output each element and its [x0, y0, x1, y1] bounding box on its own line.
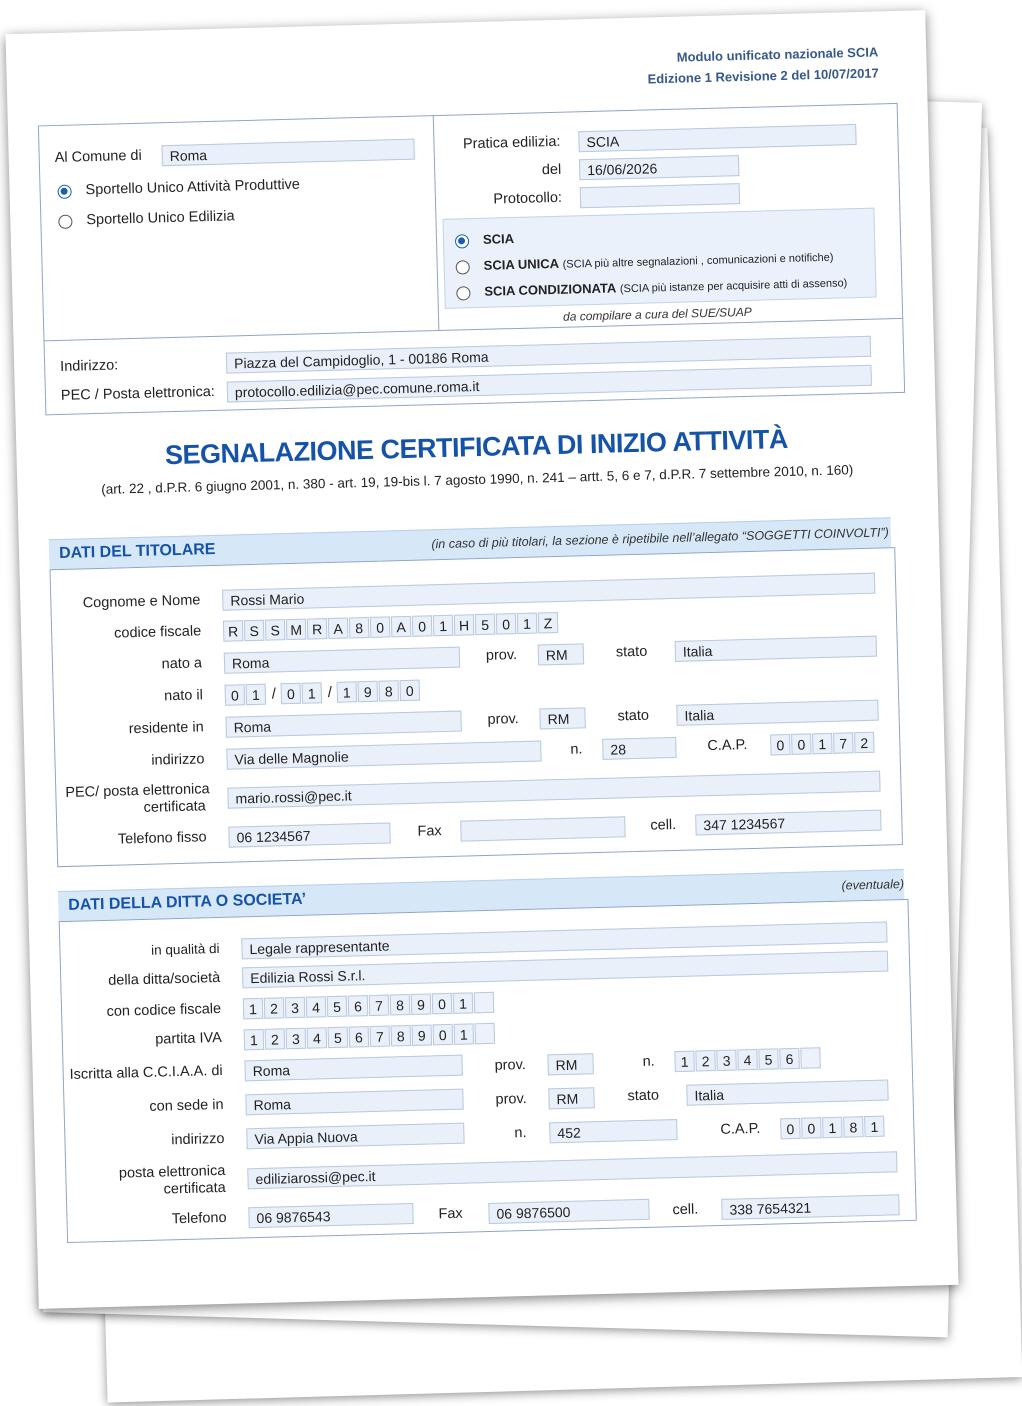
titolare-cap-boxes[interactable]	[770, 732, 876, 756]
titolare-residente-input[interactable]: Roma	[225, 711, 461, 738]
ditta-cf-boxes-char[interactable]: 3	[285, 997, 306, 1019]
titolare-dob-sep-1: /	[271, 685, 277, 703]
titolare-cf-boxes-char[interactable]: 1	[517, 613, 538, 635]
del-input[interactable]: 16/06/2026	[579, 155, 739, 180]
ditta-piva-boxes-char[interactable]: 1	[454, 1023, 475, 1045]
ditta-cf-boxes-char[interactable]: 6	[348, 995, 369, 1017]
titolare-nato-a-input[interactable]: Roma	[224, 647, 460, 674]
ditta-cf-boxes-char[interactable]: 2	[264, 997, 285, 1019]
ditta-sede-label: con sede in	[149, 1096, 224, 1115]
radio-scia-condizionata-title: SCIA CONDIZIONATA	[484, 280, 617, 299]
pec-comune-input[interactable]: protocollo.edilizia@pec.comune.roma.it	[227, 365, 872, 403]
form-page	[5, 10, 958, 1309]
ditta-prov-cciaa-input[interactable]: RM	[547, 1053, 594, 1075]
titolare-cell-label: cell.	[650, 816, 677, 834]
page-subtitle: (art. 22 , d.P.R. 6 giugno 2001, n. 380 - art. 19, 19-bis l. 7 agosto 1990, n. 241 – artt. 5, 6 e 7, d.P.R. 7 settembre 2010, n. 160)	[101, 462, 854, 497]
titolare-cf-boxes-char[interactable]: A	[391, 616, 412, 638]
ditta-fax-input[interactable]: 06 9876500	[488, 1199, 649, 1224]
ditta-piva-boxes-char[interactable]	[475, 1023, 496, 1045]
ditta-cf-boxes-char[interactable]: 8	[390, 994, 411, 1016]
ditta-piva-boxes-char[interactable]: 7	[370, 1026, 391, 1048]
ditta-tel-input[interactable]: 06 9876543	[248, 1203, 413, 1228]
titolare-dob-year-char[interactable]: 0	[400, 680, 421, 702]
comune-label: Al Comune di	[54, 147, 142, 167]
sue-suap-note: da compilare a cura del SUE/SUAP	[562, 304, 752, 324]
titolare-section-title: DATI DEL TITOLARE	[58, 540, 216, 563]
titolare-cap-boxes-char[interactable]: 7	[833, 732, 854, 754]
ditta-cciaa-label: Iscritta alla C.C.I.A.A. di	[69, 1062, 223, 1083]
ditta-cf-boxes-char[interactable]: 0	[432, 993, 453, 1015]
titolare-dob-day-char[interactable]: 1	[246, 684, 267, 706]
titolare-indirizzo-label: indirizzo	[151, 751, 205, 769]
ditta-stato-label: stato	[627, 1087, 660, 1105]
titolare-cf-boxes-char[interactable]: H	[454, 614, 475, 636]
titolare-pec-label-line2: certificata	[143, 798, 206, 816]
ditta-qualita-input[interactable]: Legale rappresentante	[241, 921, 887, 959]
titolare-prov-residenza-input[interactable]: RM	[539, 707, 586, 729]
titolare-residente-label: residente in	[128, 719, 204, 738]
ditta-rea-boxes-char[interactable]: 2	[695, 1050, 716, 1072]
ditta-cf-boxes-char[interactable]: 1	[453, 992, 474, 1014]
titolare-cf-boxes-char[interactable]: R	[307, 618, 328, 640]
ditta-ditta-input[interactable]: Edilizia Rossi S.r.l.	[242, 950, 888, 988]
ditta-cap-boxes-char[interactable]: 8	[843, 1116, 864, 1138]
ditta-indirizzo-label: indirizzo	[171, 1130, 225, 1149]
titolare-n-input[interactable]: 28	[602, 737, 677, 760]
radio-scia-unica-title: SCIA UNICA	[483, 255, 560, 273]
ditta-cf-boxes-char[interactable]: 9	[411, 993, 432, 1015]
module-header	[647, 41, 879, 89]
titolare-indirizzo-input[interactable]: Via delle Magnolie	[226, 740, 541, 769]
ditta-piva-label: partita IVA	[155, 1029, 223, 1048]
titolare-nato-a-label: nato a	[161, 655, 203, 673]
titolare-prov-residenza-label: prov.	[487, 711, 519, 728]
ditta-pec-input[interactable]: ediliziarossi@pec.it	[247, 1151, 897, 1189]
titolare-cf-boxes-char[interactable]: M	[286, 619, 307, 641]
radio-scia-label	[483, 231, 514, 247]
titolare-dob-month-char[interactable]: 1	[302, 682, 323, 704]
titolare-dob-day[interactable]	[225, 684, 268, 706]
ditta-piva-boxes-char[interactable]: 9	[412, 1024, 433, 1046]
ditta-cf-boxes-char[interactable]: 1	[243, 998, 264, 1020]
ditta-n-label: n.	[514, 1125, 527, 1142]
ditta-sede-input[interactable]: Roma	[245, 1089, 463, 1116]
ditta-indirizzo-input[interactable]: Via Appia Nuova	[246, 1123, 464, 1150]
titolare-dob-day-char[interactable]: 0	[225, 684, 246, 706]
ditta-rea-boxes-char[interactable]: 6	[779, 1048, 800, 1070]
titolare-cf-boxes-char[interactable]: 0	[412, 615, 433, 637]
pratica-input[interactable]: SCIA	[578, 124, 856, 152]
ditta-rea-label: n.	[642, 1053, 655, 1070]
ditta-cf-boxes-char[interactable]: 5	[327, 996, 348, 1018]
ditta-cf-boxes-char[interactable]	[474, 992, 495, 1014]
ditta-rea-boxes-char[interactable]: 3	[716, 1049, 737, 1071]
radio-scia-unica-note: (SCIA più altre segnalazioni , comunicazioni e notifiche)	[562, 251, 834, 271]
titolare-stato-residenza-label: stato	[617, 707, 650, 725]
titolare-section-note: (in caso di più titolari, la sezione è ripetibile nell’allegato “SOGGETTI COINVOLTI”)	[431, 525, 889, 552]
titolare-fax-label: Fax	[417, 823, 442, 840]
ditta-prov-sede-input[interactable]: RM	[548, 1087, 595, 1109]
ditta-piva-boxes-char[interactable]: 2	[265, 1028, 286, 1050]
del-label: del	[541, 161, 562, 179]
ditta-piva-boxes-char[interactable]: 3	[286, 1028, 307, 1050]
titolare-cf-boxes-char[interactable]: 5	[475, 614, 496, 636]
ditta-cap-label: C.A.P.	[720, 1120, 761, 1138]
ditta-pec-label-line2: certificata	[163, 1179, 226, 1198]
ditta-section-title: DATI DELLA DITTA O SOCIETA’	[68, 890, 307, 914]
ditta-stato-input[interactable]: Italia	[686, 1080, 888, 1106]
titolare-cf-boxes-char[interactable]: A	[328, 617, 349, 639]
indirizzo-comune-input[interactable]: Piazza del Campidoglio, 1 - 00186 Roma	[226, 336, 871, 374]
ditta-rea-boxes-char[interactable]: 5	[758, 1048, 779, 1070]
titolare-cf-boxes-char[interactable]: R	[223, 620, 244, 642]
pec-comune-label: PEC / Posta elettronica:	[60, 383, 216, 404]
ditta-prov-sede-label: prov.	[495, 1090, 527, 1108]
module-header-line1: Modulo unificato nazionale SCIA	[676, 44, 879, 65]
ditta-tel-label: Telefono	[171, 1209, 227, 1228]
ditta-cap-boxes-char[interactable]: 0	[801, 1117, 822, 1139]
titolare-dob-month-char[interactable]: 0	[281, 683, 302, 705]
ditta-cap-boxes-char[interactable]: 1	[864, 1116, 885, 1138]
titolare-nome-input[interactable]: Rossi Mario	[222, 573, 875, 611]
titolare-tel-input[interactable]: 06 1234567	[228, 822, 390, 847]
titolare-fax-input[interactable]	[460, 816, 625, 841]
ditta-cf-label: con codice fiscale	[106, 1000, 222, 1020]
protocollo-input[interactable]	[580, 183, 740, 208]
radio-suap-label: Sportello Unico Attività Produttive	[85, 176, 301, 199]
ditta-rea-boxes[interactable]	[674, 1047, 821, 1072]
protocollo-label: Protocollo:	[493, 189, 563, 208]
titolare-pec-label-line1: PEC/ posta elettronica	[65, 781, 210, 801]
titolare-dob-sep-2: /	[327, 683, 333, 702]
ditta-piva-boxes-char[interactable]: 1	[244, 1029, 265, 1051]
pratica-label: Pratica edilizia:	[462, 133, 561, 153]
ditta-piva-boxes-char[interactable]: 8	[391, 1025, 412, 1047]
titolare-dob-year-char[interactable]: 1	[337, 681, 358, 703]
ditta-piva-boxes-char[interactable]: 6	[349, 1026, 370, 1048]
page-title: SEGNALAZIONE CERTIFICATA DI INIZIO ATTIVITÀ	[164, 423, 789, 471]
titolare-stato-nascita-label: stato	[615, 643, 648, 661]
titolare-cf-boxes-char[interactable]: S	[265, 619, 286, 641]
ditta-cciaa-input[interactable]: Roma	[244, 1055, 462, 1082]
titolare-cap-boxes-char[interactable]: 0	[791, 733, 812, 755]
ditta-rea-boxes-char[interactable]: 1	[674, 1051, 695, 1073]
titolare-nato-il-label: nato il	[163, 687, 204, 705]
titolare-dob-month[interactable]	[281, 682, 324, 704]
ditta-section-note: (eventuale)	[841, 877, 905, 893]
titolare-cap-boxes-char[interactable]: 2	[854, 732, 875, 754]
ditta-cap-boxes-char[interactable]: 0	[780, 1118, 801, 1140]
ditta-n-input[interactable]: 452	[549, 1119, 678, 1143]
titolare-prov-nascita-input[interactable]: RM	[538, 643, 585, 665]
ditta-rea-boxes-char[interactable]: 4	[737, 1049, 758, 1071]
titolare-cf-boxes-char[interactable]: S	[244, 620, 265, 642]
titolare-prov-nascita-label: prov.	[485, 647, 518, 664]
titolare-pec-input[interactable]: mario.rossi@pec.it	[227, 771, 880, 809]
titolare-cf-boxes-char[interactable]: 0	[370, 616, 391, 638]
module-header-line2: Edizione 1 Revisione 2 del 10/07/2017	[647, 65, 879, 87]
titolare-tel-label: Telefono fisso	[117, 829, 207, 848]
ditta-prov-cciaa-label: prov.	[494, 1056, 527, 1074]
ditta-cap-boxes[interactable]	[780, 1116, 886, 1140]
ditta-cap-boxes-char[interactable]: 1	[822, 1117, 843, 1139]
titolare-dob-year-char[interactable]: 9	[358, 681, 379, 703]
titolare-cf-boxes-char[interactable]: 1	[433, 615, 454, 637]
radio-scia-title: SCIA	[482, 231, 515, 247]
ditta-cf-boxes-char[interactable]: 4	[306, 996, 327, 1018]
ditta-pec-label-line1: posta elettronica	[118, 1162, 226, 1182]
ditta-ditta-label: della ditta/società	[108, 969, 221, 989]
titolare-cap-boxes-char[interactable]: 1	[812, 733, 833, 755]
ditta-cell-label: cell.	[672, 1201, 699, 1219]
radio-scia-condizionata-note: (SCIA più istanze per acquisire atti di assenso)	[619, 277, 848, 296]
titolare-dob-year[interactable]	[337, 680, 422, 703]
titolare-stato-nascita-input[interactable]: Italia	[675, 636, 877, 662]
comune-input[interactable]: Roma	[161, 139, 414, 167]
titolare-cell-input[interactable]: 347 1234567	[695, 810, 881, 836]
titolare-cf-boxes-char[interactable]: Z	[538, 612, 559, 634]
titolare-cap-boxes-char[interactable]: 0	[770, 734, 791, 756]
titolare-stato-residenza-input[interactable]: Italia	[676, 700, 878, 726]
titolare-cf-boxes-char[interactable]: 0	[496, 613, 517, 635]
ditta-cell-input[interactable]: 338 7654321	[721, 1194, 899, 1220]
titolare-nome-label: Cognome e Nome	[82, 592, 201, 612]
titolare-cf-boxes-char[interactable]: 8	[349, 617, 370, 639]
ditta-qualita-label: in qualità di	[150, 940, 220, 958]
ditta-pec-label	[75, 1163, 226, 1201]
ditta-cf-boxes-char[interactable]: 7	[369, 995, 390, 1017]
ditta-piva-boxes-char[interactable]: 0	[433, 1024, 454, 1046]
titolare-cap-label: C.A.P.	[707, 737, 748, 755]
titolare-n-label: n.	[570, 741, 583, 758]
titolare-dob-year-char[interactable]: 8	[379, 680, 400, 702]
ditta-rea-boxes-char[interactable]	[800, 1047, 821, 1069]
ditta-piva-boxes-char[interactable]: 4	[307, 1027, 328, 1049]
titolare-pec-label	[65, 781, 210, 819]
indirizzo-comune-label: Indirizzo:	[59, 357, 119, 375]
titolare-cf-label: codice fiscale	[113, 623, 202, 642]
radio-sue-label: Sportello Unico Edilizia	[86, 208, 235, 229]
ditta-fax-label: Fax	[438, 1205, 463, 1223]
ditta-piva-boxes-char[interactable]: 5	[328, 1027, 349, 1049]
